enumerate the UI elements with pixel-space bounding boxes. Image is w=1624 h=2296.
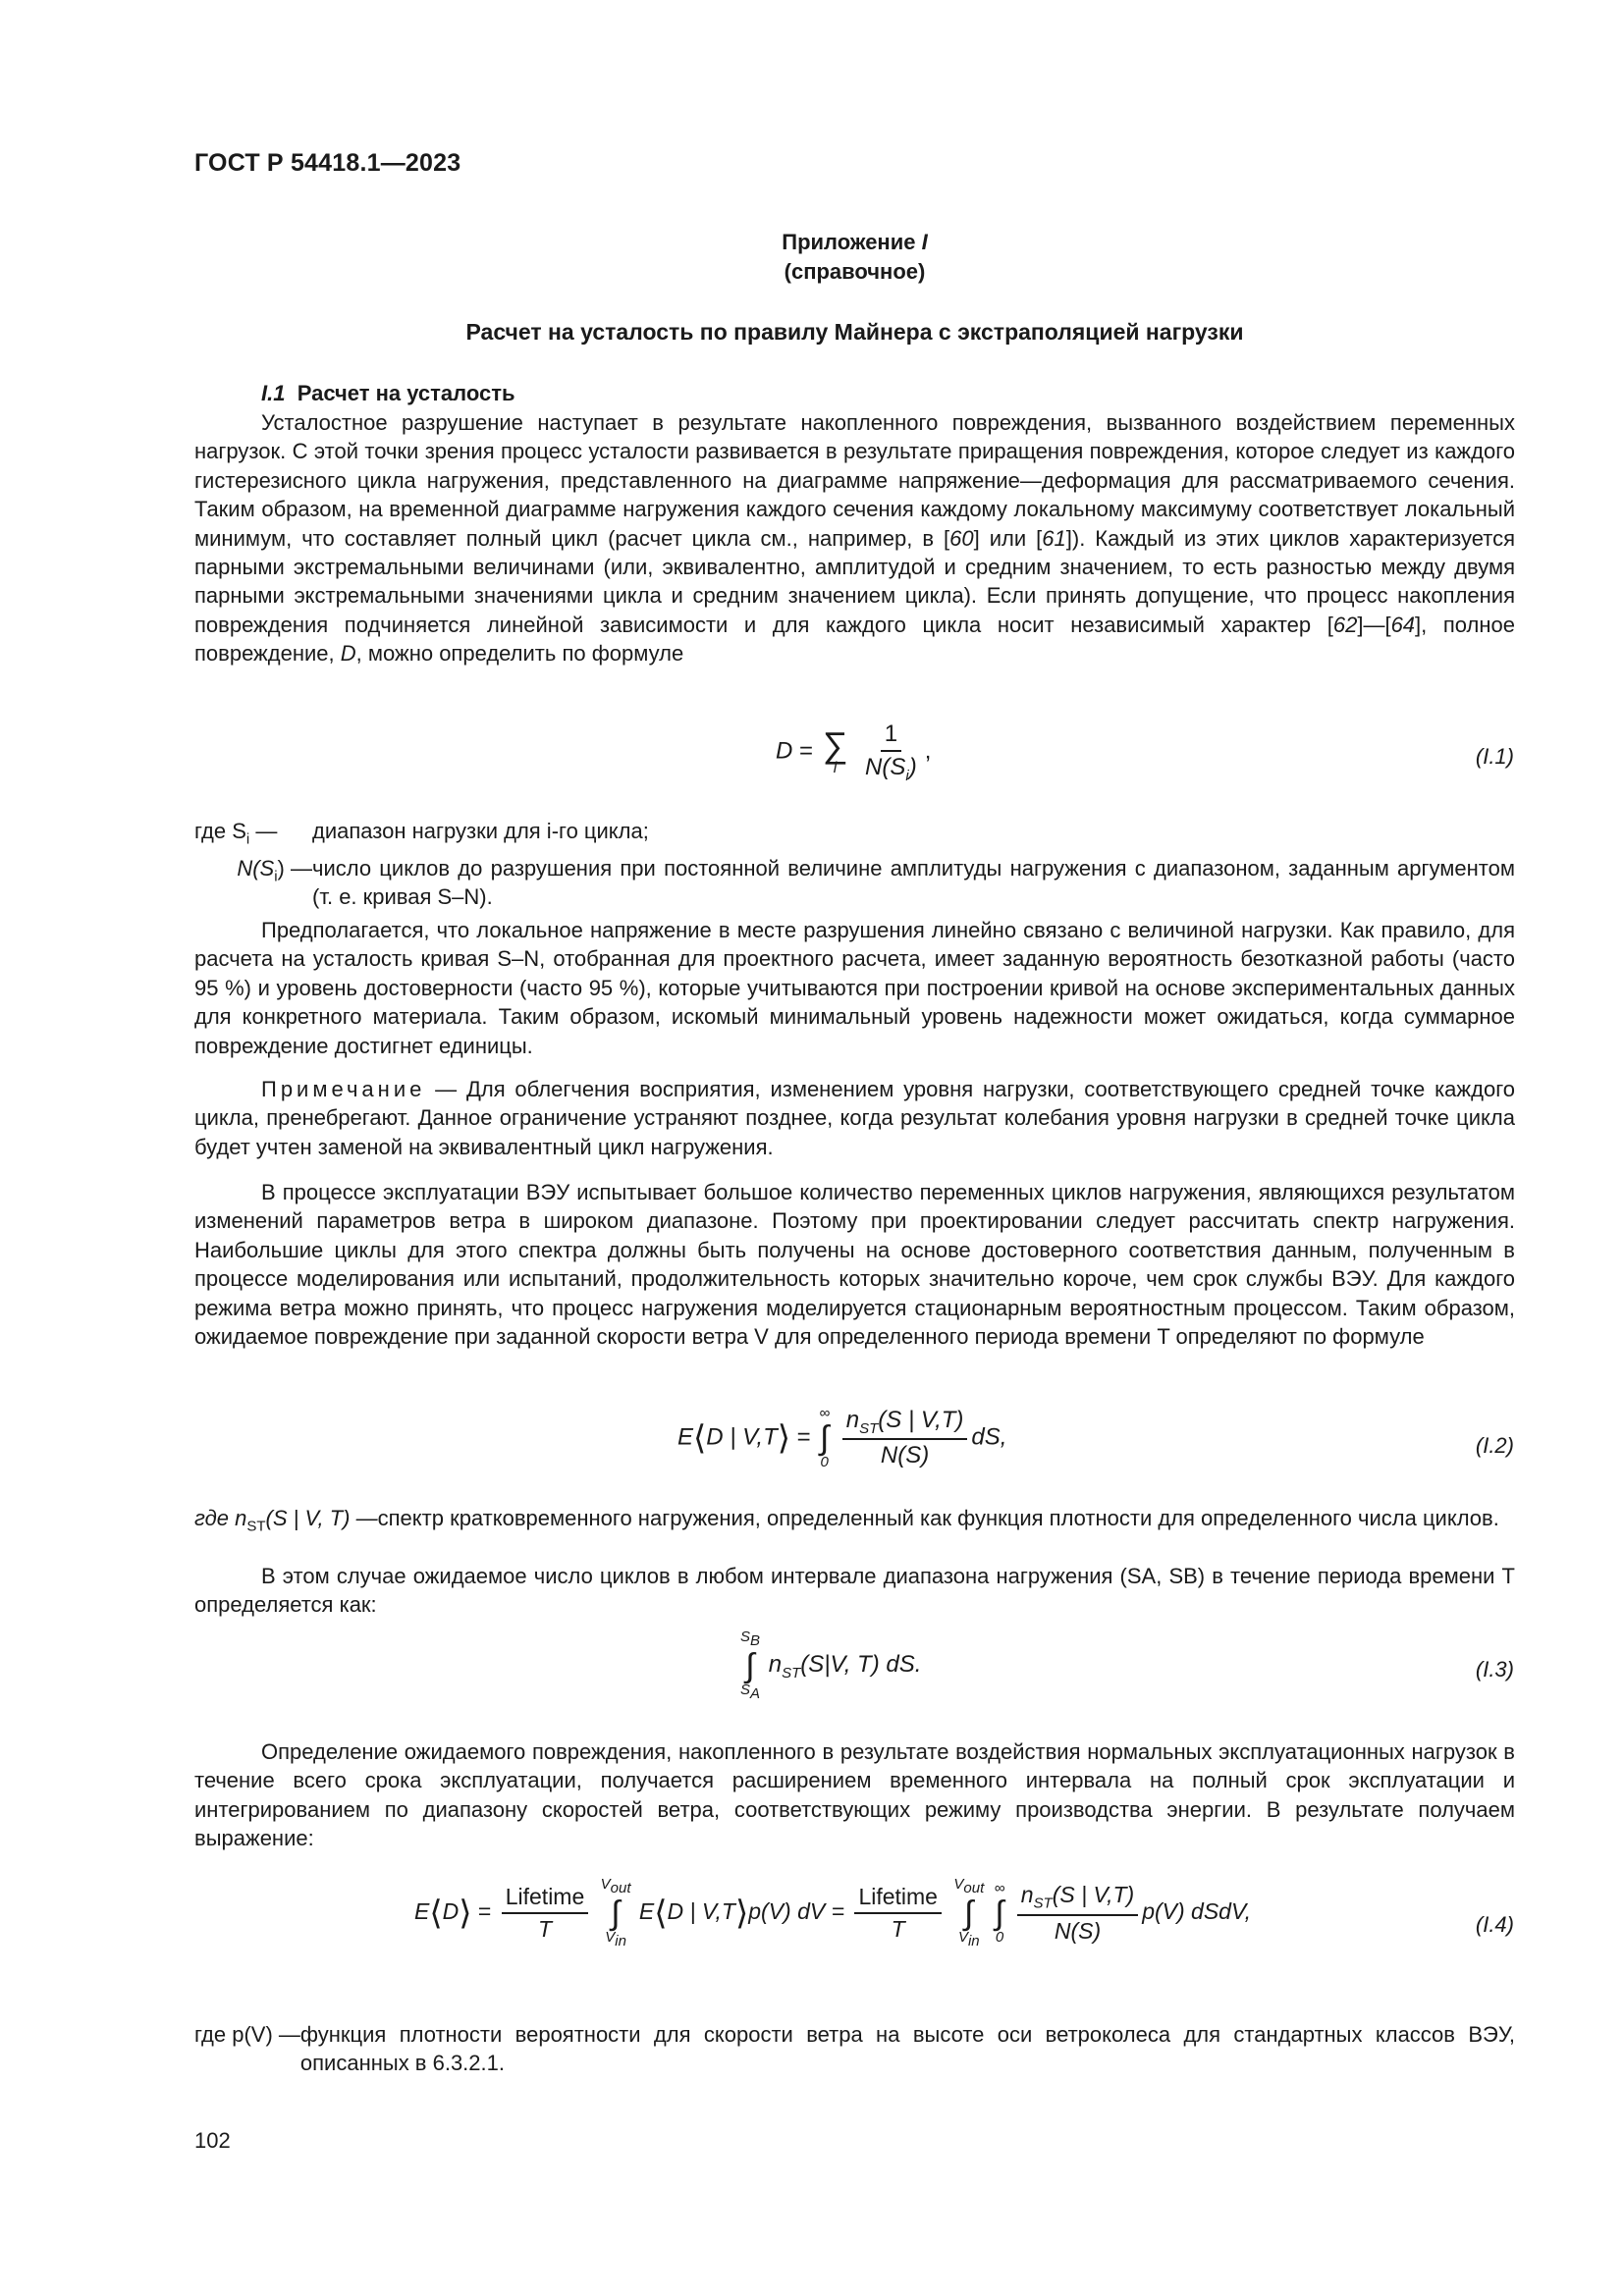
appendix-title: Приложение I <box>782 230 928 254</box>
section-title: Расчет на усталость <box>297 381 515 405</box>
paragraph-3: В процессе эксплуатации ВЭУ испытывает большое количество переменных циклов нагружения, являющихся результатом изменений параметров ветра в широком диапазоне. Поэтому при проектировании следует рассчитать спектр нагружения. Наибольшие циклы для этого спектра должны быть получены на основе достоверного соответствия данным, полученным в процессе моделирования или испытаний, продолжительность которых значительно короче, чем срок службы ВЭУ. Для каждого режима ветра можно принять, что процесс нагружения моделируется стационарным вероятностным процессом. Таким образом, ожидаемое повреждение при заданной скорости ветра V для определенного периода времени T определяют по формуле <box>194 1180 1515 1350</box>
lifetime-fraction: $\frac{\text{Lifetime}}{T}$ <box>854 1884 942 1943</box>
integral-symbol: $S_B$ ∫ $S_A$ <box>740 1629 761 1702</box>
integral-symbol: ∞ ∫ 0 <box>819 1405 831 1470</box>
lifetime-fraction: $\frac{\text{Lifetime}}{T}$ <box>502 1884 589 1943</box>
definitions-1 <box>194 817 1515 912</box>
integral-symbol: ∞ ∫ 0 <box>994 1880 1005 1946</box>
integral-symbol: $V_{out}$ ∫ $V_{in}$ <box>953 1876 985 1949</box>
page-number: 102 <box>194 2128 231 2153</box>
section-heading <box>261 381 515 406</box>
note: Примечание — Для облегчения восприятия, изменением уровня нагрузки, соответствующего средней точке каждого цикла, пренебрегают. Данное ограничение устраняют позднее, когда результат колебания уровня нагрузки в средней точке цикла будет учтен заменой на эквивалентный цикл нагружения. <box>194 1077 1515 1159</box>
definitions-3 <box>194 2020 1515 2078</box>
equation-number-3: (I.3) <box>1475 1657 1514 1682</box>
definition-row: где $S_i$ — диапазон нагрузки для i-го цикла; <box>194 819 649 848</box>
definition-row: $N(S_i)$ — число циклов до разрушения при постоянной величине амплитуды нагружения с диапазоном, заданным аргументом (т. е. кривая S–N). <box>237 855 1515 910</box>
sum-symbol: ∑ i <box>822 724 848 777</box>
equation-2: E⟨D | V,T⟩ = ∞ ∫ 0 $\frac{n_{ST}(S | V,T)}{N(S)}$ dS, <box>677 1405 1007 1470</box>
paragraph-2: Предполагается, что локальное напряжение в месте разрушения линейно связано с величиной нагрузки. Как правило, для расчета на усталость кривая S–N, отобранная для проектного расчета, имеет заданную вероятность безотказной работы (часто 95 %) и уровень достоверности (часто 95 %), которые учитываются при построении кривой на основе экспериментальных данных для конкретного материала. Таким образом, искомый минимальный уровень надежности может ожидаться, когда суммарное повреждение достигнет единицы. <box>194 918 1515 1058</box>
integral-symbol: $V_{out}$ ∫ $V_{in}$ <box>600 1876 631 1949</box>
paragraph-5: Определение ожидаемого повреждения, накопленного в результате воздействия нормальных эксплуатационных нагрузок в течение всего срока эксплуатации, получается расширением временного интервала на полный срок эксплуатации и интегрированием по диапазону скоростей ветра, соответствующих режиму производства энергии. В результате получаем выражение: <box>194 1739 1515 1851</box>
paragraph-1: Усталостное разрушение наступает в результате накопленного повреждения, вызванного воздействием переменных нагрузок. С этой точки зрения процесс усталости развивается в результате приращения повреждения, которое следует из каждого гистерезисного цикла нагружения, представленного на диаграмме напряжение—деформация для рассматриваемого сечения. Таким образом, на временной диаграмме нагружения каждого сечения каждому локальному максимуму соответствует локальный минимум, что составляет полный цикл (расчет цикла см., например, в [60] или [61]). Каждый из этих циклов характеризуется парными экстремальными величинами (или, эквивалентно, амплитудой и средним значением, то есть разностью между двумя парными экстремальными значениями цикла и средним значением цикла). Если принять допущение, что процесс накопления повреждения подчиняется линейной зависимости и для каждого цикла носит независимый характер [62]—[64], полное повреждение, D, можно определить по формуле <box>194 410 1515 667</box>
main-title: Расчет на усталость по правилу Майнера с экстраполяцией нагрузки <box>465 319 1244 345</box>
equation-number-2: (I.2) <box>1475 1433 1514 1458</box>
section-number: I.1 <box>261 381 286 405</box>
equation-4: E⟨D⟩ = $\frac{\text{Lifetime}}{T}$ $V_{out}$ ∫ $V_{in}$ E⟨D | V,T⟩p(V) dV = $\frac{\text{Lifetime}}{T}$ $V_{out}$ ∫ $V_{in}$ ∞ ∫ 0 $\frac{n_{ST}(S | V,T)}{N(S)}$ p(V) dSdV, <box>414 1876 1251 1949</box>
fraction: $\frac{n_{ST}(S | V,T)}{N(S)}$ <box>1017 1882 1138 1945</box>
equation-3: $S_B$ ∫ $S_A$ $n_{ST}(S|V$, T) dS. <box>740 1629 922 1702</box>
equation-number-4: (I.4) <box>1475 1912 1514 1937</box>
standard-header: ГОСТ Р 54418.1—2023 <box>194 149 461 177</box>
equation-number-1: (I.1) <box>1475 744 1514 769</box>
fraction: $\frac{n_{ST}(S | V,T)}{N(S)}$ <box>842 1407 968 1470</box>
definitions-2 <box>194 1504 1515 1541</box>
paragraph-4: В этом случае ожидаемое число циклов в любом интервале диапазона нагружения (SA, SB) в течение периода времени T определяется как: <box>194 1564 1515 1618</box>
appendix-type: (справочное) <box>784 259 926 284</box>
definition-row: где p(V) — функция плотности вероятности для скорости ветра на высоте оси ветроколеса для стандартных классов ВЭУ, описанных в 6.3.2.1. <box>194 2022 1515 2076</box>
definition-row: где $n_{ST}(S$ | V, T) — спектр кратковременного нагружения, определенный как функция плотности для определенного числа циклов. <box>194 1506 1499 1535</box>
equation-1: D = ∑ i $\frac{1}{N(S_i)}$ , <box>776 721 932 784</box>
fraction: $\frac{1}{N(S_i)}$ <box>865 721 917 784</box>
